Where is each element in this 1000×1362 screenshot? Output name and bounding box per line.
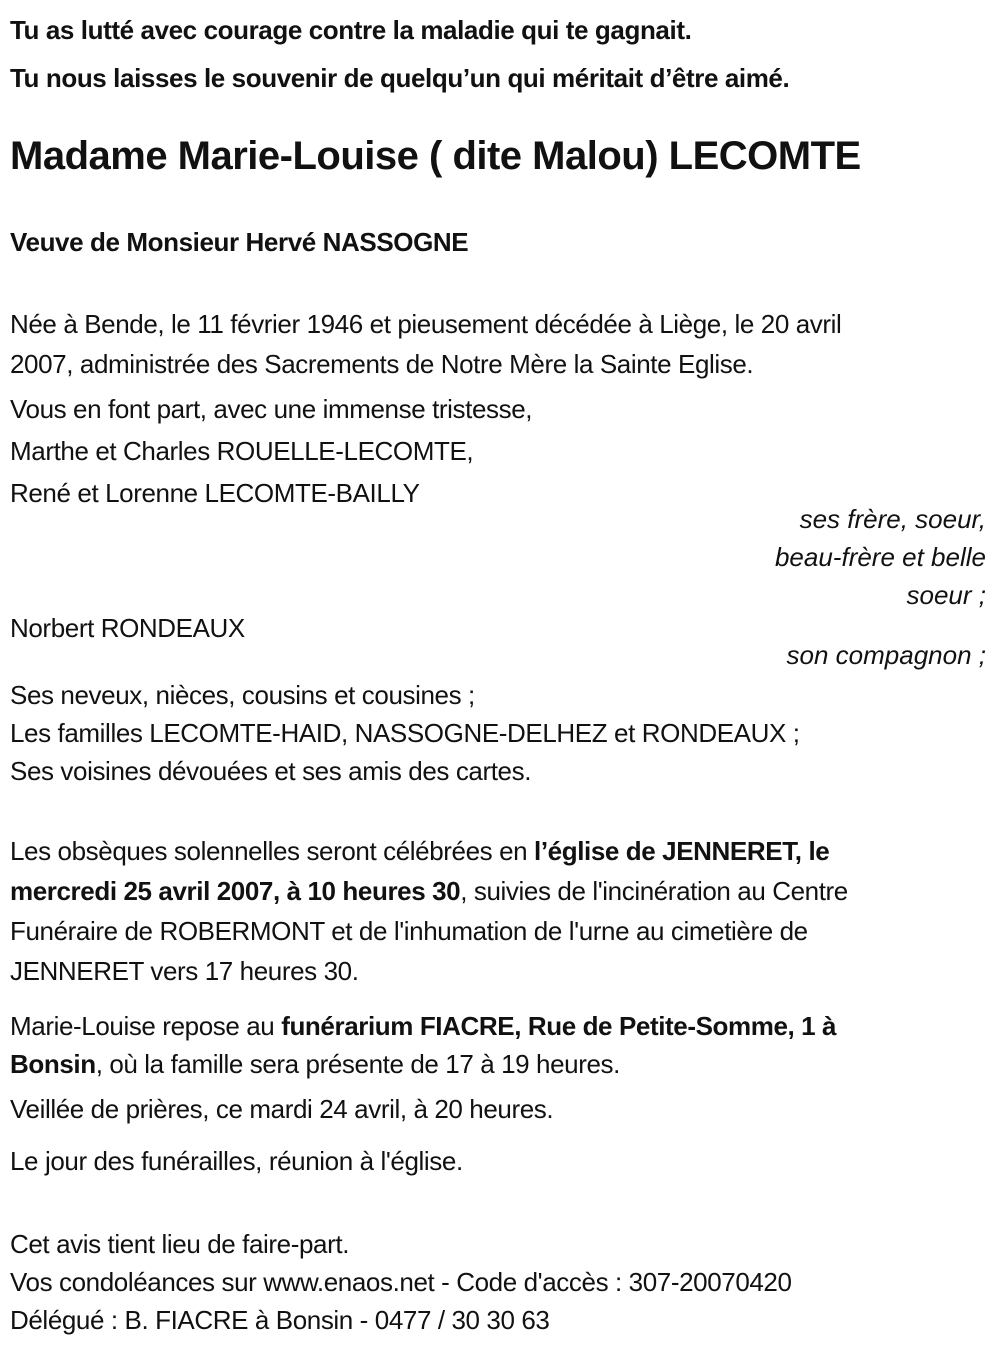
funeral-service-paragraph xyxy=(10,831,986,991)
repose-line-1-bold: funérarium FIACRE, Rue de Petite-Somme, 1 à xyxy=(281,1011,837,1041)
announcement-line-1: Vous en font part, avec une immense tristesse, xyxy=(10,394,533,424)
family-line-2: Les familles LECOMTE-HAID, NASSOGNE-DELHEZ et RONDEAUX ; xyxy=(10,718,800,748)
funeral-line-2-regular: , suivies de l'incinération au Centre xyxy=(460,876,848,906)
companion-relation-annotation: son compagnon ; xyxy=(786,640,986,670)
condolences-line: Vos condoléances sur www.enaos.net - Code d'accès : 307-20070420 xyxy=(10,1267,792,1297)
repose-line-2-regular: , où la famille sera présente de 17 à 19 heures. xyxy=(95,1049,620,1079)
repose-paragraph xyxy=(10,1007,986,1083)
deceased-name-title: Madame Marie-Louise ( dite Malou) LECOMTE xyxy=(10,134,861,178)
opening-line-1: Tu as lutté avec courage contre la maladie qui te gagnait. xyxy=(10,15,692,45)
repose-line-1-regular: Marie-Louise repose au xyxy=(10,1011,282,1041)
repose-line-2 xyxy=(10,1045,986,1083)
companion-name: Norbert RONDEAUX xyxy=(10,613,245,643)
vigil-line: Veillée de prières, ce mardi 24 avril, à 20 heures. xyxy=(10,1094,554,1124)
birth-death-line-2: 2007, administrée des Sacrements de Notre Mère la Sainte Eglise. xyxy=(10,349,754,379)
announcement-paragraph xyxy=(10,388,986,514)
notice-line: Cet avis tient lieu de faire-part. xyxy=(10,1229,350,1259)
announcement-line-2: Marthe et Charles ROUELLE-LECOMTE, xyxy=(10,436,474,466)
family-line-3: Ses voisines dévouées et ses amis des cartes. xyxy=(10,756,532,786)
widow-of-subtitle: Veuve de Monsieur Hervé NASSOGNE xyxy=(10,227,469,257)
opening-line-2: Tu nous laisses le souvenir de quelqu’un qui méritait d’être aimé. xyxy=(10,63,790,93)
family-paragraph xyxy=(10,676,986,790)
siblings-relation-line-3: soeur ; xyxy=(906,580,986,610)
birth-death-line-1: Née à Bende, le 11 février 1946 et pieusement décédée à Liège, le 20 avril xyxy=(10,309,842,339)
funeral-line-1-bold: l’église de JENNERET, le xyxy=(534,836,830,866)
footer-paragraph xyxy=(10,1225,986,1339)
funeral-line-2 xyxy=(10,871,986,911)
family-line-1: Ses neveux, nièces, cousins et cousines ; xyxy=(10,680,475,710)
announcement-line-3: René et Lorenne LECOMTE-BAILLY xyxy=(10,478,420,508)
siblings-relation-line-1: ses frère, soeur, xyxy=(799,504,986,534)
funeral-line-1 xyxy=(10,831,986,871)
birth-death-paragraph xyxy=(10,304,986,384)
siblings-relation-annotation xyxy=(10,500,986,614)
funeral-line-4: JENNERET vers 17 heures 30. xyxy=(10,956,359,986)
funeral-day-line: Le jour des funérailles, réunion à l'église. xyxy=(10,1146,463,1176)
siblings-relation-line-2: beau-frère et belle xyxy=(774,542,986,572)
delegate-line: Délégué : B. FIACRE à Bonsin - 0477 / 30 30 63 xyxy=(10,1305,550,1335)
funeral-line-2-bold: mercredi 25 avril 2007, à 10 heures 30 xyxy=(10,876,461,906)
repose-line-2-bold: Bonsin xyxy=(10,1049,96,1079)
funeral-line-3: Funéraire de ROBERMONT et de l'inhumation de l'urne au cimetière de xyxy=(10,916,808,946)
funeral-line-1-regular: Les obsèques solennelles seront célébrées en xyxy=(10,836,535,866)
repose-line-1 xyxy=(10,1007,986,1045)
